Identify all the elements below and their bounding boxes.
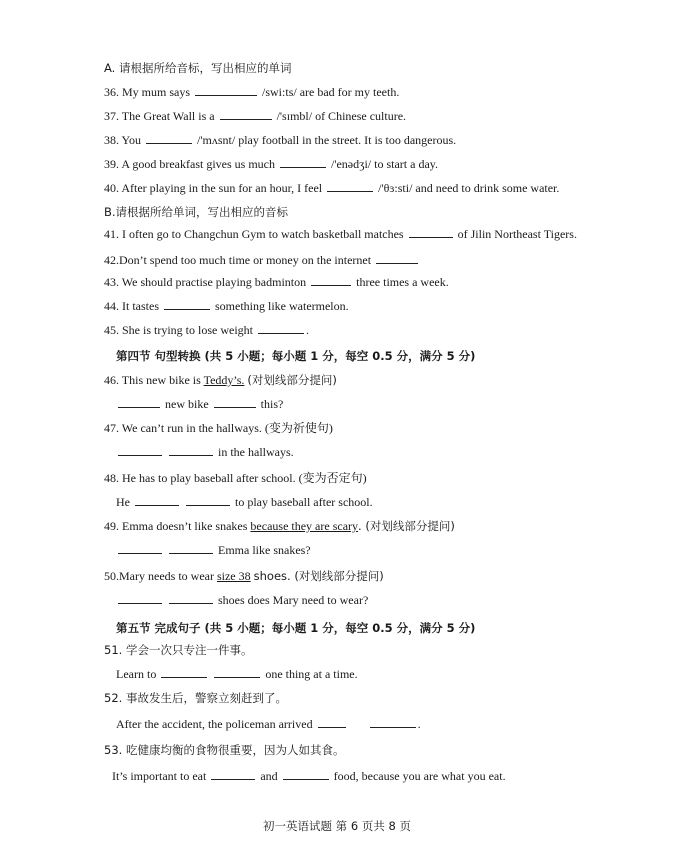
answer-blank[interactable] <box>164 298 210 310</box>
answer-blank[interactable] <box>376 252 418 264</box>
question-52: 52. 事故发生后，警察立刻赶到了。 <box>104 691 287 705</box>
answer-blank[interactable] <box>409 226 453 238</box>
section-4-heading: 第四节 句型转换 (共 5 小题；每小题 1 分，每空 0.5 分，满分 5 分) <box>116 349 476 363</box>
answer-blank[interactable] <box>118 542 162 554</box>
answer-blank[interactable] <box>280 156 326 168</box>
answer-51: Learn to one thing at a time. <box>116 667 358 681</box>
question-51: 51. 学会一次只专注一件事。 <box>104 643 253 657</box>
answer-blank[interactable] <box>195 84 257 96</box>
answer-blank[interactable] <box>169 542 213 554</box>
part-b-heading: B.请根据所给单词，写出相应的音标 <box>104 205 289 219</box>
answer-52: After the accident, the policeman arrived . <box>116 717 421 731</box>
answer-46: new bike this? <box>116 396 283 412</box>
answer-blank[interactable] <box>186 494 230 506</box>
question-49: 49. Emma doesn’t like snakes because they are scary. (对划线部分提问) <box>104 519 455 533</box>
question-39: 39. A good breakfast gives us much /'enədʒi/ to start a day. <box>104 157 438 171</box>
question-40: 40. After playing in the sun for an hour, I feel /'θɜ:sti/ and need to drink some water. <box>104 181 560 195</box>
question-38: 38. You /'mʌsnt/ play football in the street. It is too dangerous. <box>104 133 457 147</box>
answer-blank[interactable] <box>220 108 272 120</box>
question-36: 36. My mum says /swi:ts/ are bad for my teeth. <box>104 85 400 99</box>
answer-blank[interactable] <box>258 322 304 334</box>
answer-49: Emma like snakes? <box>116 542 311 558</box>
answer-blank[interactable] <box>311 274 351 286</box>
answer-blank[interactable] <box>118 444 162 456</box>
question-43: 43. We should practise playing badminton three times a week. <box>104 275 449 289</box>
answer-47: in the hallways. <box>116 444 294 460</box>
answer-blank[interactable] <box>169 444 213 456</box>
answer-50: shoes does Mary need to wear? <box>116 592 368 608</box>
answer-blank[interactable] <box>214 666 260 678</box>
question-47: 47. We can’t run in the hallways. (变为祈使句) <box>104 421 333 435</box>
answer-blank[interactable] <box>135 494 179 506</box>
question-48: 48. He has to play baseball after school. (变为否定句) <box>104 471 367 485</box>
section-5-heading: 第五节 完成句子 (共 5 小题；每小题 1 分，每空 0.5 分，满分 5 分) <box>116 621 476 635</box>
question-41: 41. I often go to Changchun Gym to watch basketball matches of Jilin Northeast Tigers. <box>104 227 577 241</box>
question-53: 53. 吃健康均衡的食物很重要，因为人如其食。 <box>104 743 345 757</box>
answer-blank[interactable] <box>214 396 256 408</box>
answer-48: He to play baseball after school. <box>116 495 373 509</box>
question-46: 46. This new bike is Teddy’s. (对划线部分提问) <box>104 373 337 387</box>
question-42: 42.Don’t spend too much time or money on the internet <box>104 252 420 268</box>
question-45: 45. She is trying to lose weight . <box>104 323 309 337</box>
answer-blank[interactable] <box>370 716 416 728</box>
underlined-part: because they are scary <box>250 519 359 533</box>
answer-blank[interactable] <box>283 768 329 780</box>
answer-53: It’s important to eat and food, because you are what you eat. <box>112 769 506 783</box>
answer-blank[interactable] <box>146 132 192 144</box>
question-37: 37. The Great Wall is a /'sɪmbl/ of Chinese culture. <box>104 109 407 123</box>
answer-blank[interactable] <box>327 180 373 192</box>
page-footer: 初一英语试题 第 6 页共 8 页 <box>263 819 411 833</box>
question-50: 50.Mary needs to wear size 38 shoes. (对划线部分提问) <box>104 569 384 583</box>
answer-blank[interactable] <box>318 716 346 728</box>
answer-blank[interactable] <box>118 396 160 408</box>
underlined-part: Teddy’s. <box>203 373 245 387</box>
underlined-part: size 38 <box>216 569 251 583</box>
answer-blank[interactable] <box>211 768 255 780</box>
answer-blank[interactable] <box>118 592 162 604</box>
answer-blank[interactable] <box>169 592 213 604</box>
answer-blank[interactable] <box>161 666 207 678</box>
part-a-heading: A. 请根据所给音标，写出相应的单词 <box>104 61 292 75</box>
question-44: 44. It tastes something like watermelon. <box>104 299 349 313</box>
